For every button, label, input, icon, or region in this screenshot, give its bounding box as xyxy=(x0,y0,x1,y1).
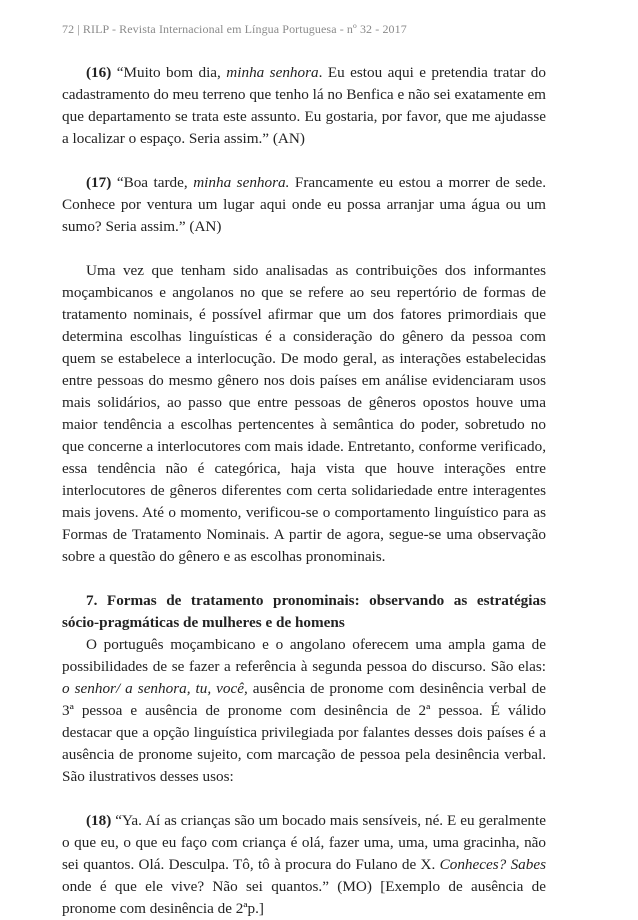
example-text: “Ya. Aí as crianças são um bocado mais sensíveis, né. E eu geralmente o que eu, o que eu faço com criança é olá, fazer uma, uma, uma gracinha, não sei quantos. Olá. Desculpa. Tô, tô à procura do Fulano de X. xyxy=(62,812,546,873)
example-text: “Muito bom dia, xyxy=(111,64,227,81)
example-text: onde é que ele vive? Não sei quantos.” (MO) [Exemplo de ausência de pronome com desinência de 2ªp.] xyxy=(62,878,546,917)
section-heading: 7. Formas de tratamento pronominais: observando as estratégias sócio-pragmáticas de mulheres e de homens xyxy=(62,592,546,631)
example-number: (16) xyxy=(86,64,112,81)
running-header: 72 | RILP - Revista Internacional em Língua Portuguesa - nº 32 - 2017 xyxy=(62,22,407,36)
example-emphasis: minha senhora xyxy=(226,64,319,81)
example-16 xyxy=(62,62,546,150)
example-number: (17) xyxy=(86,174,112,191)
example-text: Francamente eu estou a morrer de sede. Conhece por ventura um lugar aqui onde eu possa arranjar uma água ou um sumo? Seria assim.” (AN) xyxy=(62,174,546,235)
example-17 xyxy=(62,172,546,238)
paragraph-text: ausência de pronome com desinência verbal de 3ª pessoa e ausência de pronome com desinência de 2ª pessoa. É válido destacar que a opção linguística privilegiada por falantes desses dois países é a ausência de pronome sujeito, com marcação de pessoa pela desinência verbal. São ilustrativos desses usos: xyxy=(62,680,546,785)
paragraph-emphasis: o senhor/ a senhora, tu, você, xyxy=(62,680,248,697)
paragraph-text: O português moçambicano e o angolano oferecem uma ampla gama de possibilidades de se fazer a referência à segunda pessoa do discurso. São elas: xyxy=(62,636,546,675)
example-emphasis: Conheces? Sabes xyxy=(439,856,547,873)
example-18 xyxy=(62,810,546,920)
example-text: “Boa tarde, xyxy=(111,174,194,191)
body-paragraph: Uma vez que tenham sido analisadas as contribuições dos informantes moçambicanos e angolanos no que se refere ao seu repertório de formas de tratamento nominais, é possível afirmar que um dos fatores primordiais que determina escolhas linguísticas é a consideração do gênero da pessoa com quem se estabelece a interlocução. De modo geral, as interações estabelecidas entre pessoas do mesmo gênero nos dois países em análise evidenciaram usos mais solidários, ao passo que entre pessoas de gêneros opostos houve uma maior tendência a escolhas pertencentes à semântica do poder, sobretudo no que concerne a interlocutores com mais idade. Entretanto, conforme verificado, essa tendência não é categórica, haja vista que houve interações entre interlocutores de gêneros diferentes com certa solidariedade entre interagentes mais jovens. Até o momento, verificou-se o comportamento linguístico para as Formas de Tratamento Nominais. A partir de agora, segue-se uma observação sobre a questão do gênero e as escolhas pronominais. xyxy=(62,262,546,565)
example-text: . Eu estou aqui e pretendia tratar do cadastramento do meu terreno que tenho lá no Benfica e não sei exatamente em que departamento se trata este assunto. Eu gostaria, por favor, que me ajudasse a localizar o espaço. Seria assim.” (AN) xyxy=(62,64,546,147)
example-emphasis: minha senhora. xyxy=(193,174,290,191)
body-paragraph xyxy=(62,634,546,788)
example-number: (18) xyxy=(86,812,112,829)
body-text xyxy=(62,62,546,920)
